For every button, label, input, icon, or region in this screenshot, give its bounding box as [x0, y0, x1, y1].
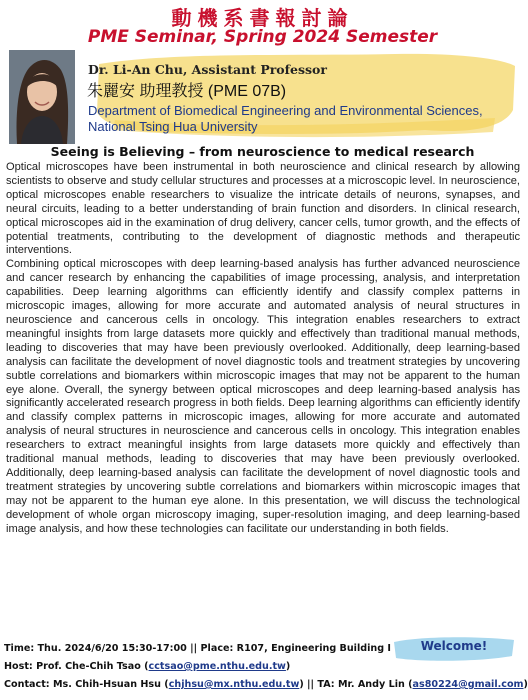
- time-place: Time: Thu. 2024/6/20 15:30-17:00 || Place: R107, Engineering Building I: [4, 643, 392, 654]
- talk-title: Seeing is Believing – from neuroscience to medical research: [50, 144, 475, 159]
- speaker-university: National Tsing Hua University: [88, 119, 258, 134]
- contact-label: Contact: Ms. Chih-Hsuan Hsu (: [4, 679, 169, 690]
- contact-email-link[interactable]: chjhsu@mx.nthu.edu.tw: [168, 679, 300, 690]
- abstract-paragraph-1: Optical microscopes have been instrumental in both neuroscience and clinical research by allowing scientists to observe and study cellular structures and processes at a microscopic level. In neuroscience, optical microscopes enable researchers to visualize the intricate details of neurons, synapses, and neural circuits, leading to a better understanding of brain function and disorders. In clinical research, optical microscopes aid in the examination of drug delivery, cancer cells, tumor growth, and the effects of potential treatments, contributing to the development of diagnostic methods and therapeutic interventions.: [6, 161, 520, 257]
- talk-abstract: [6, 161, 520, 536]
- speaker-affiliation: [88, 103, 518, 135]
- welcome-badge: [390, 634, 518, 662]
- seminar-title-english: PME Seminar, Spring 2024 Semester: [87, 27, 438, 47]
- abstract-paragraph-2: Combining optical microscopes with deep learning-based analysis has further advanced neuroscience and cancer research by enhancing the capabilities of image processing, analysis, and interpretation capabilities. Deep learning algorithms can efficiently identify and classify complex patterns in microscopic images, allowing for more accurate and automated analysis of neural structures in neuroscience and cancerous cells in oncology. This integration enables researchers to extract meaningful insights from large datasets more quickly and effectively than traditional manual methods, leading to discoveries that may have been previously overlooked. Additionally, deep learning-based analysis can facilitate the development of novel diagnostic tools and treatment strategies by uncovering subtle correlations and biomarkers within microscopic images that may not be apparent to the human eye alone. Overall, the synergy between optical microscopes and deep learning-based analysis has significantly accelerated research progress in both fields. Deep learning algorithms can efficiently identify and classify complex patterns in microscopic images, allowing for more accurate and automated analysis of neural structures in neuroscience and cancerous cells in oncology. This integration enables researchers to extract meaningful insights from large datasets more quickly and effectively than traditional manual methods, leading to discoveries that may have been previously overlooked. Additionally, deep learning-based analysis can facilitate the development of novel diagnostic tools and treatment strategies by uncovering subtle correlations and biomarkers within microscopic images that may not be apparent to the human eye alone. In this presentation, we will discuss the technological development of whole organ microscopy imaging, super-resolution imaging, and deep learning-based image analysis, and how these technologies can facilitate our understanding in both fields.: [6, 258, 520, 535]
- contact-line: [4, 676, 528, 694]
- welcome-text: Welcome!: [420, 639, 488, 653]
- speaker-name-english: Dr. Li-An Chu, Assistant Professor: [88, 62, 327, 77]
- seminar-title-chinese: 動機系書報討論: [171, 6, 354, 30]
- speaker-department: Department of Biomedical Engineering and Environmental Sciences,: [88, 103, 483, 118]
- host-label: Host: Prof. Che-Chih Tsao (: [4, 661, 149, 672]
- speaker-photo: [9, 50, 75, 144]
- ta-close: ): [523, 679, 528, 690]
- contact-mid: ) || TA: Mr. Andy Lin (: [299, 679, 413, 690]
- host-email-link[interactable]: cctsao@pme.nthu.edu.tw: [148, 661, 286, 672]
- host-close: ): [285, 661, 291, 672]
- ta-email-link[interactable]: as80224@gmail.com: [412, 679, 524, 690]
- speaker-name-chinese: 朱麗安 助理教授 (PME 07B): [87, 83, 287, 100]
